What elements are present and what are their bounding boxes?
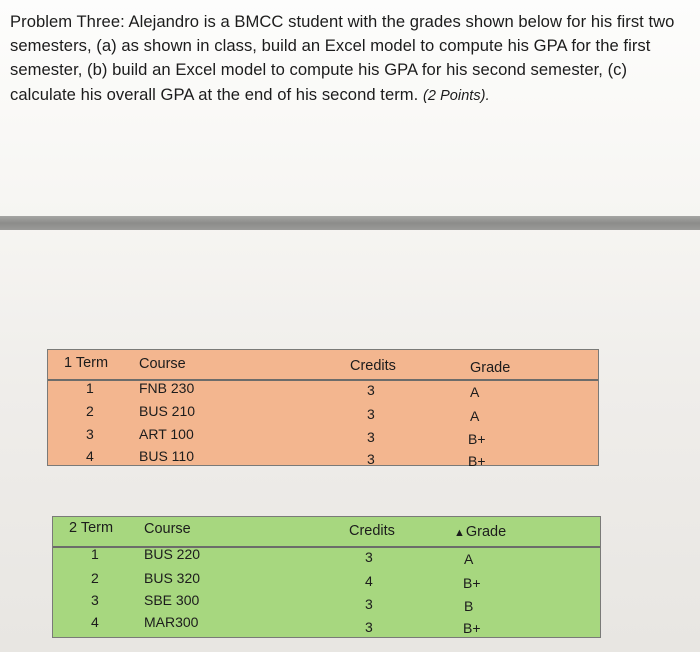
term1-row3-course: ART 100 — [139, 426, 194, 442]
term2-row2-grade: B+ — [463, 575, 481, 591]
term1-row3-credits: 3 — [367, 429, 375, 445]
term2-row1-credits: 3 — [365, 549, 373, 565]
term2-row4-grade: B+ — [463, 620, 481, 636]
term2-row3-num: 3 — [91, 592, 99, 608]
term1-header-term: 1 Term — [64, 355, 109, 371]
header-divider — [48, 379, 598, 381]
term2-row2-num: 2 — [91, 570, 99, 586]
divider-bar — [0, 216, 700, 230]
term2-row2-course: BUS 320 — [144, 570, 201, 586]
term1-row1-grade: A — [470, 384, 480, 400]
term1-row2-credits: 3 — [367, 406, 375, 422]
term1-table — [47, 349, 599, 469]
header-divider — [53, 546, 600, 548]
term1-row2-course: BUS 210 — [139, 403, 196, 419]
term1-header-credits: Credits — [350, 358, 396, 374]
term2-row1-num: 1 — [91, 546, 99, 562]
problem-text: Problem Three: Alejandro is a BMCC student with the grades shown below for his first two semesters, (a) as shown in class, build an Excel model to compute his GPA for the first semester, (b) build an Excel model to compute his GPA for his second semester, (c) calculate his overall GPA at the end of his second term. — [10, 12, 675, 104]
term2-header-credits: Credits — [349, 523, 395, 539]
term2-row4-num: 4 — [91, 614, 99, 630]
term2-row2-credits: 4 — [365, 573, 373, 589]
term1-row1-credits: 3 — [367, 382, 375, 398]
term1-row3-grade: B+ — [468, 431, 486, 447]
term1-row4-num: 4 — [86, 448, 94, 464]
term1-row2-num: 2 — [86, 403, 94, 419]
term1-header-grade: Grade — [470, 360, 511, 376]
term1-row2-grade: A — [470, 408, 480, 424]
term2-row3-course: SBE 300 — [144, 592, 200, 608]
problem-points: (2 Points). — [423, 87, 490, 104]
term2-row1-course: BUS 220 — [144, 546, 201, 562]
term1-row3-num: 3 — [86, 426, 94, 442]
term2-row1-grade: A — [464, 551, 474, 567]
term2-row4-credits: 3 — [365, 619, 373, 635]
term1-row4-credits: 3 — [367, 451, 375, 467]
term2-table — [52, 516, 601, 638]
term1-row4-course: BUS 110 — [139, 448, 194, 464]
term2-row3-grade: B — [464, 598, 474, 614]
term2-row3-credits: 3 — [365, 596, 373, 612]
term1-row1-course: FNB 230 — [139, 380, 195, 396]
term2-row4-course: MAR300 — [144, 614, 199, 630]
term2-header-grade-label: Grade — [465, 524, 507, 540]
term2-header-grade — [454, 524, 506, 540]
problem-statement — [10, 10, 694, 108]
cursor-arrow-icon: ▲ — [454, 527, 465, 539]
term2-header-term: 2 Term — [69, 520, 114, 536]
term1-row4-grade: B+ — [468, 453, 486, 469]
term1-header-course: Course — [139, 356, 186, 372]
term1-row1-num: 1 — [86, 380, 94, 396]
term2-header-course: Course — [144, 521, 191, 537]
